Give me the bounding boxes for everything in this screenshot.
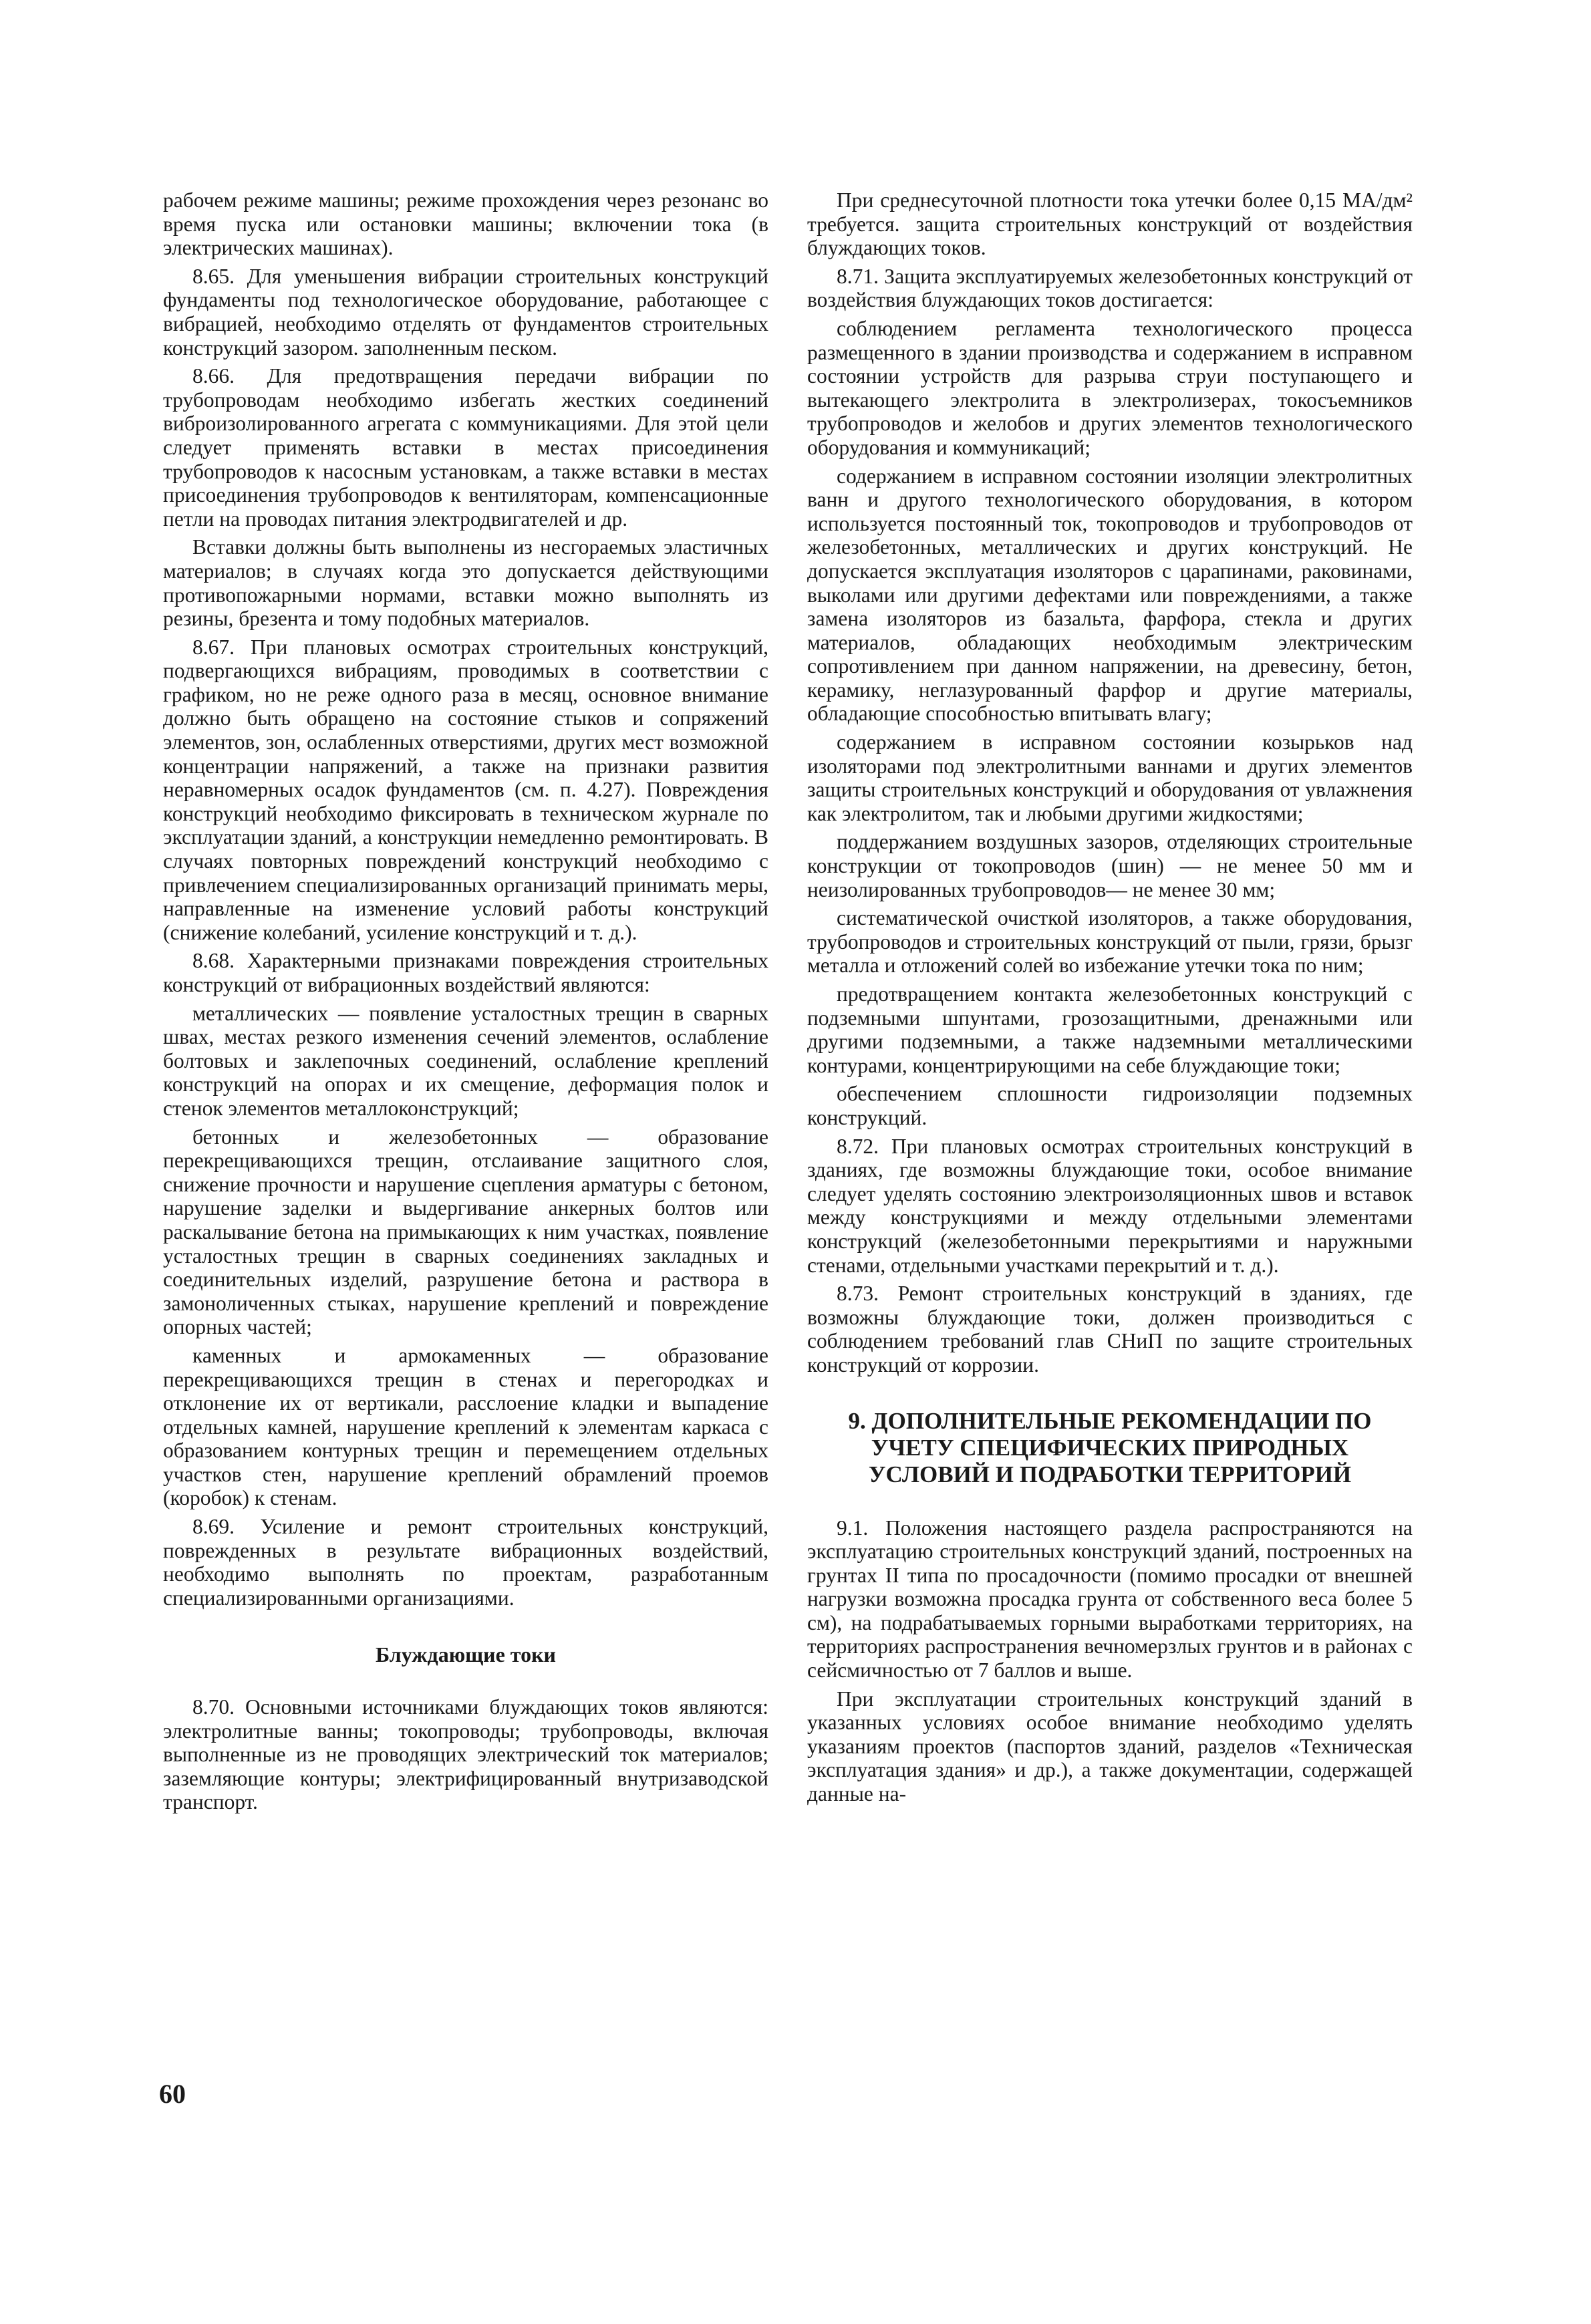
- left-column: [163, 188, 768, 1819]
- paragraph-concrete-damage: бетонных и железобетонных — образование перекрещивающихся трещин, отслаивание защитного слоя, снижение прочности и нарушение сцепления арматуры с бетоном, нарушение заделки и выдергивание анкерных болтов или раскалывание бетона на примыкающих к ним участках, появление усталостных трещин в сварных соединениях закладных и соединительных изделий, разрушение бетона и раствора в замоноличенных стыках, нарушение креплений и повреждение опорных частей;: [163, 1125, 768, 1339]
- paragraph-masonry-damage: каменных и армокаменных — образование перекрещивающихся трещин в стенах и перегородках и отклонение их от вертикали, расслоение кладки и выпадение отдельных камней, нарушение креплений к элементам каркаса с образованием контурных трещин и перемещением отдельных участков стен, нарушение креплений обрамлений проемов (коробок) к стенам.: [163, 1343, 768, 1510]
- paragraph-8-73: 8.73. Ремонт строительных конструкций в зданиях, где возможны блуждающие токи, должен производиться с соблюдением требований глав СНиП по защите строительных конструкций от коррозии.: [807, 1282, 1413, 1376]
- paragraph-metal-damage: металлических — появление усталостных трещин в сварных швах, местах резкого изменения сечений элементов, ослабление болтовых и заклепочных соединений, ослабление креплений конструкций на опорах и их смещение, деформация полок и стенок элементов металлоконструкций;: [163, 1001, 768, 1120]
- paragraph-waterproofing: обеспечением сплошности гидроизоляции подземных конструкций.: [807, 1082, 1413, 1129]
- paragraph-machine-modes: рабочем режиме машины; режиме прохождения через резонанс во время пуска или остановки машины; включении тока (в электрических машинах).: [163, 188, 768, 260]
- paragraph-8-68: 8.68. Характерными признаками повреждения строительных конструкций от вибрационных воздействий являются:: [163, 949, 768, 996]
- paragraph-8-71: 8.71. Защита эксплуатируемых железобетонных конструкций от воздействия блуждающих токов достигается:: [807, 264, 1413, 312]
- paragraph-process-regulation: соблюдением регламента технологического процесса размещенного в здании производства и содержанием в исправном состоянии устройств для разрыва струи поступающего и вытекающего электролита в электролизерах, токосъемников трубопроводов и желобов и других элементов технологического оборудования и коммуникаций;: [807, 316, 1413, 459]
- paragraph-8-72: 8.72. При плановых осмотрах строительных конструкций в зданиях, где возможны блуждающие токи, особое внимание следует уделять состоянию электроизоляционных швов и вставок между конструкциями и между отдельными элементами конструкций (железобетонными перекрытиями и наружными стенами, отдельными участками перекрытий и т. д.).: [807, 1134, 1413, 1277]
- section-9-title: 9. ДОПОЛНИТЕЛЬНЫЕ РЕКОМЕНДАЦИИ ПО УЧЕТУ СПЕЦИФИЧЕСКИХ ПРИРОДНЫХ УСЛОВИЙ И ПОДРАБОТКИ ТЕРРИТОРИЙ: [848, 1407, 1372, 1487]
- paragraph-operation-conditions: При эксплуатации строительных конструкций зданий в указанных условиях особое внимание необходимо уделять указаниям проектов (паспортов зданий, разделов «Техническая эксплуатация здания» и др.), а также документации, содержащей данные на-: [807, 1687, 1413, 1806]
- paragraph-contact-prevention: предотвращением контакта железобетонных конструкций с подземными шпунтами, грозозащитными, дренажными или другими подземными, а также надземными металлическими контурами, концентрирующими на себе блуждающие токи;: [807, 982, 1413, 1077]
- paragraph-air-gaps: поддержанием воздушных зазоров, отделяющих строительные конструкции от токопроводов (шин) — не менее 50 мм и неизолированных трубопроводов— не менее 30 мм;: [807, 830, 1413, 901]
- paragraph-8-65: 8.65. Для уменьшения вибрации строительных конструкций фундаменты под технологическое оборудование, работающее с вибрацией, необходимо отделять от фундаментов строительных конструкций зазором. заполненным песком.: [163, 264, 768, 359]
- paragraph-cleaning: систематической очисткой изоляторов, а также оборудования, трубопроводов и строительных конструкций от пыли, грязи, брызг металла и отложений солей во избежание утечки тока по ним;: [807, 906, 1413, 978]
- paragraph-inserts: Вставки должны быть выполнены из несгораемых эластичных материалов; в случаях когда это допускается действующими противопожарными нормами, вставки можно выполнять из резины, брезента и тому подобных материалов.: [163, 535, 768, 631]
- paragraph-8-69: 8.69. Усиление и ремонт строительных конструкций, поврежденных в результате вибрационных воздействий, необходимо выполнять по проектам, разработанным специализированными организациями.: [163, 1515, 768, 1610]
- paragraph-9-1: 9.1. Положения настоящего раздела распространяются на эксплуатацию строительных конструкций зданий, построенных на грунтах II типа по просадочности (помимо просадки от внешней нагрузки возможна просадка грунта от собственного веса более 5 см), на подрабатываемых горными выработками территориях, на территориях распространения вечномерзлых грунтов и в районах с сейсмичностью от 7 баллов и выше.: [807, 1515, 1413, 1683]
- paragraph-8-67: 8.67. При плановых осмотрах строительных конструкций, подвергающихся вибрациям, проводимых в соответствии с графиком, но не реже одного раза в месяц, основное внимание должно быть обращено на состояние стыков и сопряжений элементов, зон, ослабленных отверстиями, других мест возможной концентрации напряжений, а также на признаки развития неравномерных осадок фундаментов (см. п. 4.27). Повреждения конструкций необходимо фиксировать в техническом журнале по эксплуатации зданий, а конструкции немедленно ремонтировать. В случаях повторных повреждений конструкций необходимо с привлечением специализированных организаций принимать меры, направленные на изменение условий работы конструкций (снижение колебаний, усиление конструкций и т. д.).: [163, 635, 768, 944]
- paragraph-8-66: 8.66. Для предотвращения передачи вибрации по трубопроводам необходимо избегать жестких соединений виброизолированного агрегата с коммуникациями. Для этой цели следует применять вставки в местах присоединения трубопроводов к насосным установкам, а также вставки в местах присоединения трубопроводов к вентиляторам, компенсационные петли на проводах питания электродвигателей и др.: [163, 364, 768, 531]
- paragraph-canopies: содержанием в исправном состоянии козырьков над изоляторами под электролитными ваннами и других элементов защиты строительных конструкций и оборудования от увлажнения как электролитом, так и любыми другими жидкостями;: [807, 730, 1413, 825]
- paragraph-current-density: При среднесуточной плотности тока утечки более 0,15 МА/дм² требуется. защита строительных конструкций от воздействия блуждающих токов.: [807, 188, 1413, 260]
- paragraph-8-70: 8.70. Основными источниками блуждающих токов являются: электролитные ванны; токопроводы; трубопроводы, включая выполненные из не проводящих электрический ток материалов; заземляющие контуры; электрифицированный внутризаводской транспорт.: [163, 1695, 768, 1814]
- subheading-stray-currents: Блуждающие токи: [376, 1642, 556, 1667]
- right-column: [807, 188, 1413, 1811]
- paragraph-insulation: содержанием в исправном состоянии изоляции электролитных ванн и другого технологического оборудования, в котором используется постоянный ток, токопроводов и трубопроводов от железобетонных, металлических и других конструкций. Не допускается эксплуатация изоляторов с царапинами, раковинами, выколами или другими дефектами или повреждениями, а также замена изоляторов из базальта, фарфора, стекла и других материалов, обладающих необходимым электрическим сопротивлением при данном напряжении, на древесину, бетон, керамику, неглазурованный фарфор и другие материалы, обладающие способностью впитывать влагу;: [807, 464, 1413, 726]
- page-number: 60: [159, 2079, 186, 2109]
